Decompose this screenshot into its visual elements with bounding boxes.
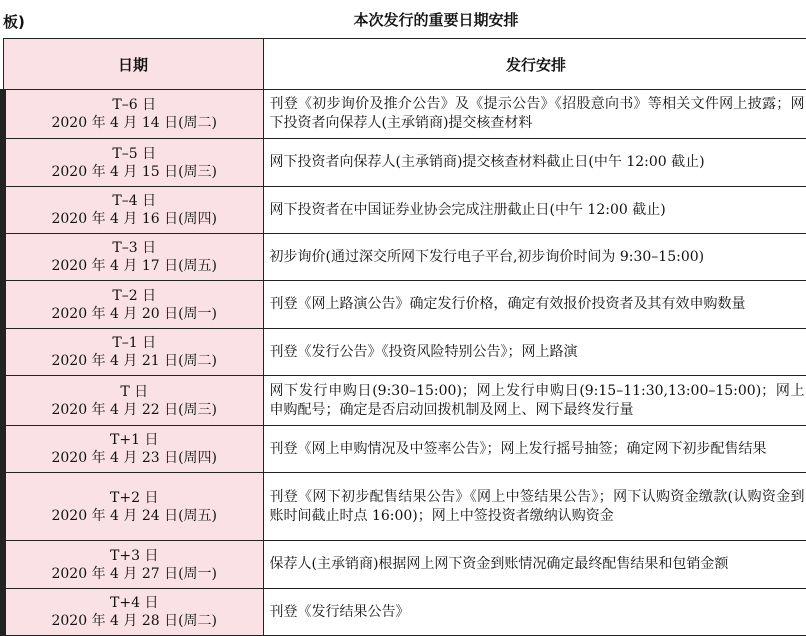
table-row [3,139,806,187]
table-row [3,541,806,589]
table-row [3,376,806,426]
table-row [3,589,806,636]
arrangement-cell: 网下投资者向保荐人(主承销商)提交核查材料截止日(中午 12:00 截止) [263,139,806,187]
date-cell [3,376,263,426]
table-title: 本次发行的重要日期安排 [353,10,519,29]
calendar-date: 2020 年 4 月 17 日(周五) [51,258,218,274]
arrangement-cell: 网下发行申购日(9:30–15:00)；网上发行申购日(9:15–11:30,13:00–15:00)；网上申购配号；确定是否启动回拨机制及网上、网下最终发行量 [263,376,806,426]
arrangement-cell: 初步询价(通过深交所网下发行电子平台,初步询价时间为 9:30–15:00) [263,234,806,281]
date-cell [3,234,263,281]
table-row [3,281,806,329]
calendar-date: 2020 年 4 月 27 日(周一) [51,565,218,582]
header-row [3,39,806,90]
trade-day: T–5 日 [112,145,157,162]
date-cell [3,90,263,139]
trade-day: T–4 日 [112,193,157,209]
table-row [3,426,806,473]
trade-day: T–6 日 [112,97,157,113]
table-row [3,473,806,541]
trade-day: T–1 日 [112,335,157,351]
table-row [3,234,806,281]
calendar-date: 2020 年 4 月 20 日(周一) [51,305,218,322]
table-row [3,187,806,234]
arrangement-cell: 刊登《网上路演公告》确定发行价格，确定有效报价投资者及其有效申购数量 [263,281,806,329]
calendar-date: 2020 年 4 月 23 日(周四) [51,450,218,466]
calendar-date: 2020 年 4 月 16 日(周四) [51,211,218,227]
trade-day: T+1 日 [110,432,159,448]
arrangement-cell: 刊登《发行公告》《投资风险特别公告》；网上路演 [263,329,806,376]
trade-day: T–2 日 [112,287,157,304]
title-left-fragment: 板) [3,13,25,31]
table-row [3,329,806,376]
table-row [3,90,806,139]
trade-day: T–3 日 [112,240,157,256]
trade-day: T+3 日 [110,547,159,564]
date-cell [3,281,263,329]
arrangement-cell: 保荐人(主承销商)根据网上网下资金到账情况确定最终配售结果和包销金额 [263,541,806,589]
trade-day: T 日 [120,383,149,400]
calendar-date: 2020 年 4 月 28 日(周二) [51,613,218,629]
calendar-date: 2020 年 4 月 15 日(周三) [51,163,218,180]
arrangement-cell: 刊登《网上申购情况及中签率公告》；网上发行摇号抽签；确定网下初步配售结果 [263,426,806,473]
date-cell [3,329,263,376]
calendar-date: 2020 年 4 月 21 日(周二) [51,353,218,369]
date-cell [3,589,263,636]
arrangement-cell: 刊登《初步询价及推介公告》及《提示公告》《招股意向书》等相关文件网上披露；网下投资者向保荐人(主承销商)提交核查材料 [263,90,806,139]
trade-day: T+2 日 [110,489,159,506]
calendar-date: 2020 年 4 月 14 日(周二) [51,115,218,131]
date-cell [3,541,263,589]
arrangement-cell: 网下投资者在中国证券业协会完成注册截止日(中午 12:00 截止) [263,187,806,234]
calendar-date: 2020 年 4 月 22 日(周三) [51,401,218,418]
title-cell [3,0,806,39]
calendar-date: 2020 年 4 月 24 日(周五) [51,507,218,524]
date-cell [3,187,263,234]
title-row [3,0,806,39]
header-date: 日期 [3,39,263,90]
arrangement-cell: 刊登《网下初步配售结果公告》《网上中签结果公告》；网下认购资金缴款(认购资金到账时间截止时点 16:00)；网上中签投资者缴纳认购资金 [263,473,806,541]
date-cell [3,473,263,541]
trade-day: T+4 日 [110,595,159,611]
date-cell [3,139,263,187]
arrangement-cell: 刊登《发行结果公告》 [263,589,806,636]
date-cell [3,426,263,473]
header-arrangement: 发行安排 [263,39,806,90]
